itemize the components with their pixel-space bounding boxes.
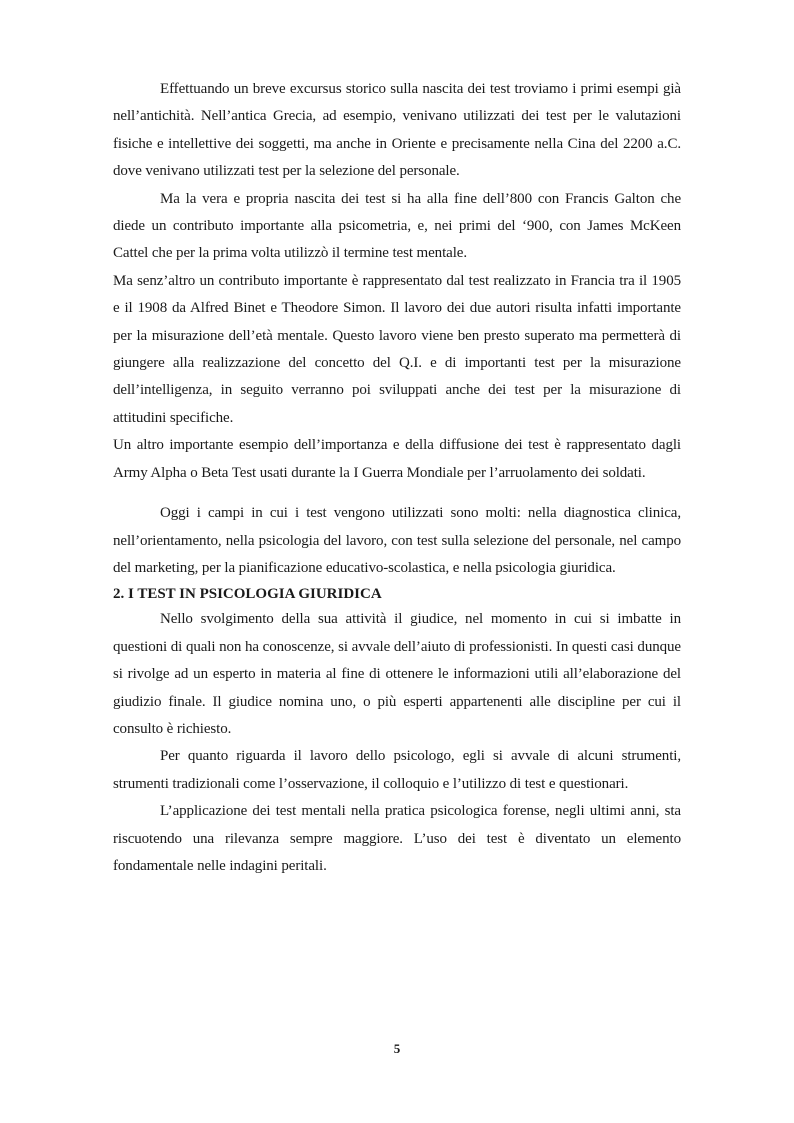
paragraph-forensic-tests: L’applicazione dei test mentali nella pratica psicologica forense, negli ultimi anni, sta riscuotendo una rilevanza sempre maggiore. L’uso dei test è diventato un elemento fondamentale nelle indagini peritali. <box>113 803 681 874</box>
section-heading: 2. I TEST IN PSICOLOGIA GIURIDICA <box>113 586 382 603</box>
paragraph-galton-cattel: Ma la vera e propria nascita dei test si ha alla fine dell’800 con Francis Galton che diede un contributo importante alla psicometria, e, nei primi del ‘900, con James McKeen Cattel che per la prima volta utilizzò il termine test mentale. <box>113 190 681 262</box>
paragraph-judge-experts: Nello svolgimento della sua attività il giudice, nel momento in cui si imbatte in questioni di quali non ha conoscenze, si avvale dell’aiuto di professionisti. In questi casi dunque si rivolge ad un esperto in materia al fine di ottenere le informazioni utili all’elaborazione del giudizio finale. Il giudice nomina uno, o più esperti appartenenti alle discipline per cui il consulto è richiesto. <box>113 611 681 737</box>
page-number: 5 <box>393 1041 401 1056</box>
page-body <box>113 76 681 880</box>
paragraph-army-tests: Un altro importante esempio dell’importanza e della diffusione dei test è rappresentato dagli Army Alpha o Beta Test usati durante la I Guerra Mondiale per l’arruolamento dei soldati. <box>113 437 681 481</box>
paragraph-history-intro: Effettuando un breve excursus storico sulla nascita dei test troviamo i primi esempi già nell’antichità. Nell’antica Grecia, ad esempio, venivano utilizzati dei test per le valutazioni fisiche e intellettive dei soggetti, ma anche in Oriente e precisamente nella Cina del 2200 a.C. dove venivano utilizzati test per la selezione del personale. <box>113 81 681 180</box>
paragraph-binet-simon: Ma senz’altro un contributo importante è rappresentato dal test realizzato in Francia tra il 1905 e il 1908 da Alfred Binet e Theodore Simon. Il lavoro dei due autori risulta infatti importante per la misurazione dell’età mentale. Questo lavoro viene ben presto superato ma permetterà di giungere alla realizzazione del concetto del Q.I. e di importanti test per la misurazione dell’intelligenza, in seguito verranno poi sviluppati anche dei test per la misurazione di attitudini specifiche. <box>113 272 681 426</box>
paragraph-fields-of-use: Oggi i campi in cui i test vengono utilizzati sono molti: nella diagnostica clinica, nell’orientamento, nella psicologia del lavoro, con test sulla selezione del personale, nel campo del marketing, per la pianificazione educativo-scolastica, e nella psicologia giuridica. <box>113 505 681 576</box>
paragraph-psychologist-tools: Per quanto riguarda il lavoro dello psicologo, egli si avvale di alcuni strumenti, strumenti tradizionali come l’osservazione, il colloquio e l’utilizzo di test e questionari. <box>113 748 681 792</box>
